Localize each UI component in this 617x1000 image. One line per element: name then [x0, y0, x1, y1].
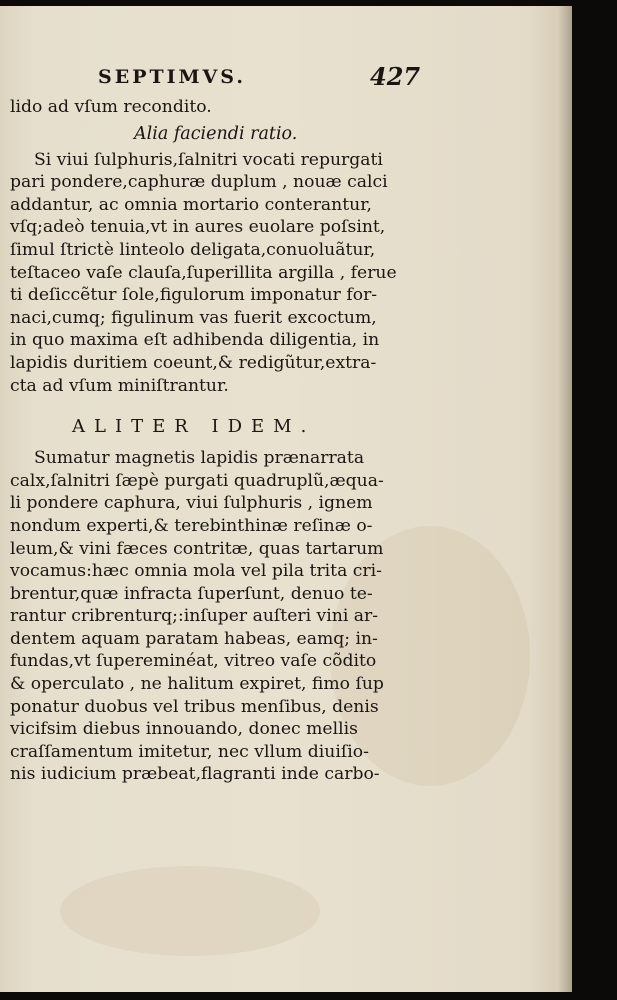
- running-head: SEPTIMVS.: [98, 66, 246, 88]
- book-page: [0, 6, 572, 992]
- text-line: calx,ſalnitri ſæpè purgati quadruplũ,æqua-: [10, 470, 384, 491]
- text-line: ti deſiccẽtur ſole,figulorum imponatur for-: [10, 285, 378, 306]
- text-line: Si viui ſulphuris,ſalnitri vocati repurgati: [34, 149, 383, 170]
- text-line: dentem aquam paratam habeas, eamq; in-: [10, 628, 378, 649]
- text-line: li pondere caphura, viui ſulphuris , ignem: [10, 493, 373, 514]
- text-line: ponatur duobus vel tribus menſibus, denis: [10, 696, 379, 717]
- page-text: [10, 62, 430, 786]
- text-line: leum,& vini fæces contritæ, quas tartarum: [10, 538, 384, 559]
- text-line: brentur,quæ infracta ſuperſunt, denuo te-: [10, 583, 373, 604]
- text-line: lapidis duritiem coeunt,& redigũtur,extra-: [10, 352, 377, 373]
- text-line: naci,cumq; figulinum vas fuerit excoctum,: [10, 307, 377, 328]
- paragraph-1: [10, 149, 430, 398]
- subheading: Alia faciendi ratio.: [134, 123, 298, 144]
- text-line: fundas,vt ſupereminéat, vitreo vaſe cõdito: [10, 651, 377, 672]
- text-line: pari pondere,caphuræ duplum , nouæ calci: [10, 172, 388, 193]
- text-line: craſſamentum imitetur, nec vllum diuiſio-: [10, 741, 369, 762]
- text-line: Sumatur magnetis lapidis prænarrata: [34, 448, 365, 469]
- paragraph-2: [10, 447, 430, 786]
- text-line: vicifsim diebus innouando, donec mellis: [10, 719, 358, 740]
- page-number: 427: [370, 62, 421, 91]
- text-line: nis iudicium præbeat,flagranti inde carbo-: [10, 764, 380, 785]
- text-line: rantur cribrenturq;:inſuper auſteri vini ar-: [10, 606, 379, 627]
- page-edge-shadow: [558, 6, 572, 992]
- text-line: in quo maxima eſt adhibenda diligentia, in: [10, 330, 380, 351]
- paper-stain: [60, 866, 320, 956]
- text-line: lido ad vſum recondito.: [10, 97, 212, 117]
- text-line: cta ad vſum miniſtrantur.: [10, 375, 229, 396]
- text-line: ſimul ſtrictè linteolo deligata,conuoluãtur,: [10, 239, 376, 260]
- text-line: & operculato , ne halitum expiret, fimo ſup: [10, 674, 384, 695]
- text-line: nondum experti,& terebinthinæ reſinæ o-: [10, 515, 373, 536]
- section-heading: ALITER IDEM.: [72, 416, 316, 438]
- text-line: vſq;adeò tenuia,vt in aures euolare poſsint,: [10, 217, 386, 238]
- text-line: teſtaceo vaſe clauſa,ſuperillita argilla , ferue: [10, 262, 397, 283]
- text-line: vocamus:hæc omnia mola vel pila trita cri-: [10, 561, 382, 582]
- page-header: [10, 62, 430, 96]
- text-line: addantur, ac omnia mortario conterantur,: [10, 194, 373, 215]
